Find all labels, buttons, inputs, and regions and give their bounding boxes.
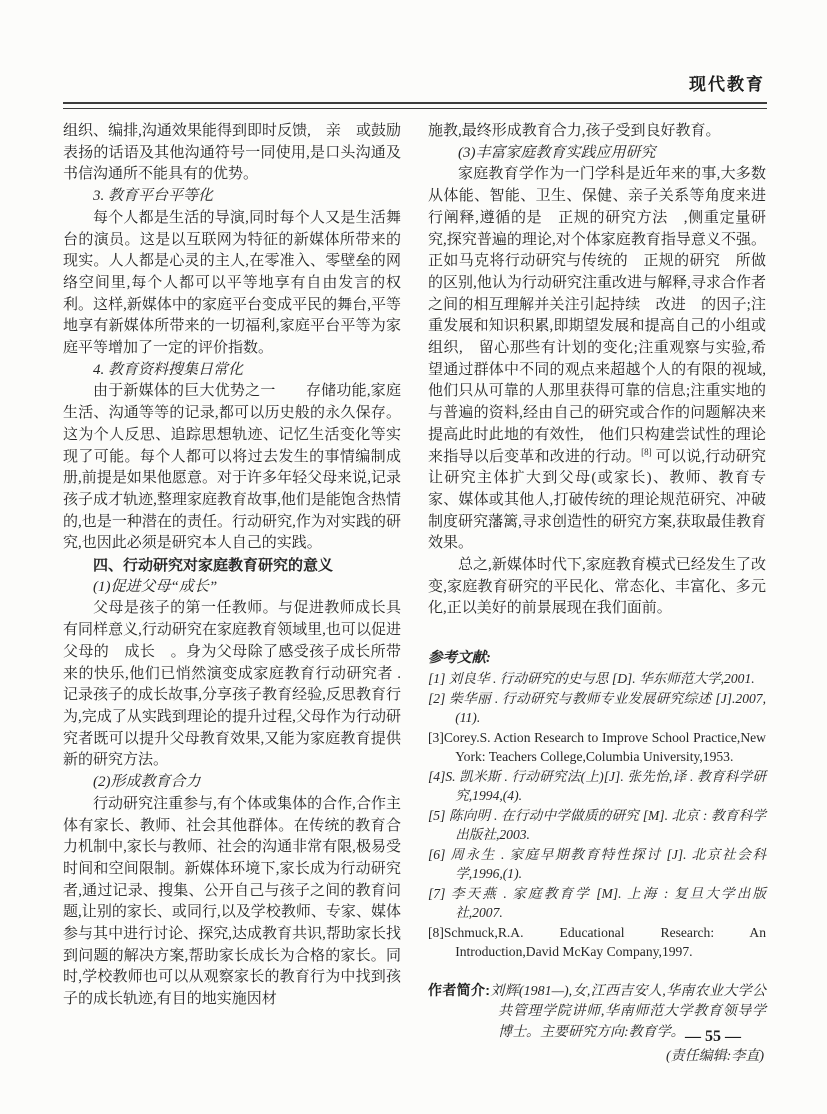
reference-item: [8]Schmuck,R.A. Educational Research: An Introduction,David McKay Company,1997. [428,924,766,960]
paragraph-text: 可以说,行动研究让研究主体扩大到父母(或家长)、教师、教育专家、媒体或其他人,打破传统的理论规范研究、冲破制度研究藩篱,寻求创造性的研究方案,获取最佳教育效果。 [428,448,766,552]
subsection-heading-1: (1)促进父母“成长” [93,578,218,595]
author-bio-label: 作者简介: [428,981,490,998]
page-number: — 55 — [685,1028,741,1045]
paragraph: 每个人都是生活的导演,同时每个人又是生活舞台的演员。这是以互联网为特征的新媒体所带来的现实。人人都是心灵的主人,在零准入、零壁垒的网络空间里,每个人都可以平等地享有自由发言的权利。这样,新媒体中的家庭平台变成平民的舞台,平等地享有新媒体所带来的一切福利,家庭平台平等为家庭平等增加了一定的评价指数。 [63,209,401,357]
section-heading-main-4: 四、行动研究对家庭教育研究的意义 [93,557,334,575]
reference-item: [1] 刘良华 . 行动研究的史与思 [D]. 华东师范大学,2001. [428,671,755,687]
references-title: 参考文献: [428,650,491,667]
editor-note: (责任编辑:李直) [666,1049,764,1065]
right-column [428,121,782,1068]
citation-superscript: [8] [641,446,652,457]
paragraph: 由于新媒体的巨大优势之一 存储功能,家庭生活、沟通等等的记录,都可以历史般的永久保存。这为个人反思、追踪思想轨迹、记忆生活变化等实现了可能。每个人都可以将过去发生的事情编制成册,前提是如果他愿意。对于许多年轻父母来说,记录孩子成才轨迹,整理家庭教育故事,他们是能饱含热情的,也是一种潜在的责任。行动研究,作为对实践的研究,也因此必须是研究本人自己的实践。 [63,383,401,552]
subsection-heading-2: (2)形成教育合力 [93,774,201,791]
paragraph-continued: 施教,最终形成教育合力,孩子受到良好教育。 [428,123,721,139]
paragraph-continued: 组织、编排,沟通效果能得到即时反馈, 亲 或鼓励表扬的话语及其他沟通符号一同使用,是口头沟通及书信沟通所不能具有的优势。 [63,123,401,183]
references-section [428,648,766,962]
reference-item: [5] 陈向明 . 在行动中学做质的研究 [M]. 北京 : 教育科学出版社,2003. [428,807,766,843]
section-heading-4: 4. 教育资料搜集日常化 [93,361,244,378]
article-body [63,121,782,1068]
subsection-heading-3: (3)丰富家庭教育实践应用研究 [458,144,656,161]
author-bio [428,980,766,1068]
reference-item: [4]S. 凯米斯 . 行动研究法(上)[J]. 张先怡,译 . 教育科学研究,1994,(4). [428,768,766,804]
reference-item: [6] 周永生 . 家庭早期教育特性探讨 [J]. 北京社会科学,1996,(1). [428,846,766,882]
reference-item: [3]Corey.S. Action Research to Improve School Practice,New York: Teachers College,Columbia University,1953. [428,729,766,765]
section-heading-3: 3. 教育平台平等化 [93,188,214,205]
header-rule [63,102,767,109]
paragraph-text: 家庭教育学作为一门学科是近年来的事,大多数从体能、智能、卫生、保健、亲子关系等角度来进行阐释,遵循的是 正规的研究方法 ,侧重定量研究,探究普遍的理论,对个体家庭教育指导意义不强。正如马克将行动研究与传统的 正规的研究 所做的区别,他认为行动研究注重改进与解释,寻求合作者之间的相互理解并关注引起持续 改进 的因子;注重发展和知识积累,即期望发展和提高自己的小组或组织, 留心那些有计划的变化;注重观察与实验,希望通过群体中不同的观点来超越个人的有限的视域, 他们只从可靠的人那里获得可靠的信息;注重实地的与普遍的资料,经由自己的研究或合作的问题解决来提高此时此地的有效性, 他们只构建尝试性的理论来指导以后变革和改进的行动。 [428,166,782,465]
paragraph-conclusion: 总之,新媒体时代下,家庭教育模式已经发生了改变,家庭教育研究的平民化、常态化、丰富化、多元化,正以美好的前景展现在我们面前。 [428,557,766,617]
author-bio-body: 刘辉(1981—),女,江西吉安人,华南农业大学公共管理学院讲师,华南师范大学教育领导学博士。主要研究方向:教育学。 [489,983,766,1040]
paragraph-with-citation [428,164,782,555]
paragraph: 行动研究注重参与,有个体或集体的合作,合作主体有家长、教师、社会其他群体。在传统的教育合力机制中,家长与教师、社会的沟通非常有限,极易受时间和空间限制。新媒体环境下,家长成为行动研究者,通过记录、搜集、公开自己与孩子之间的教育问题,让别的家长、或同行,以及学校教师、专家、媒体参与其中进行讨论、探究,达成教育共识,帮助家长找到问题的解决方案,帮助家长成长为合格的家长。同时,学校教师也可以从观察家长的教育行为中找到孩子的成长轨迹,有目的地实施因材 [63,795,401,1008]
left-column [63,121,401,1068]
paragraph: 父母是孩子的第一任教师。与促进教师成长具有同样意义,行动研究在家庭教育领域里,也可以促进父母的 成长 。身为父母除了感受孩子成长所带来的快乐,他们已悄然演变成家庭教育行动研究者 . 记录孩子的成长故事,分享孩子教育经验,反思教育行为,完成了从实践到理论的提升过程,父母作为行动研究者既可以提升父母教育效果,又能为家庭教育提供新的研究方法。 [63,600,401,769]
journal-title: 现代教育 [689,75,765,94]
reference-item: [2] 柴华丽 . 行动研究与教师专业发展研究综述 [J].2007,(11). [428,690,766,726]
reference-item: [7] 李天燕 . 家庭教育学 [M]. 上海 : 复旦大学出版社,2007. [428,885,766,921]
